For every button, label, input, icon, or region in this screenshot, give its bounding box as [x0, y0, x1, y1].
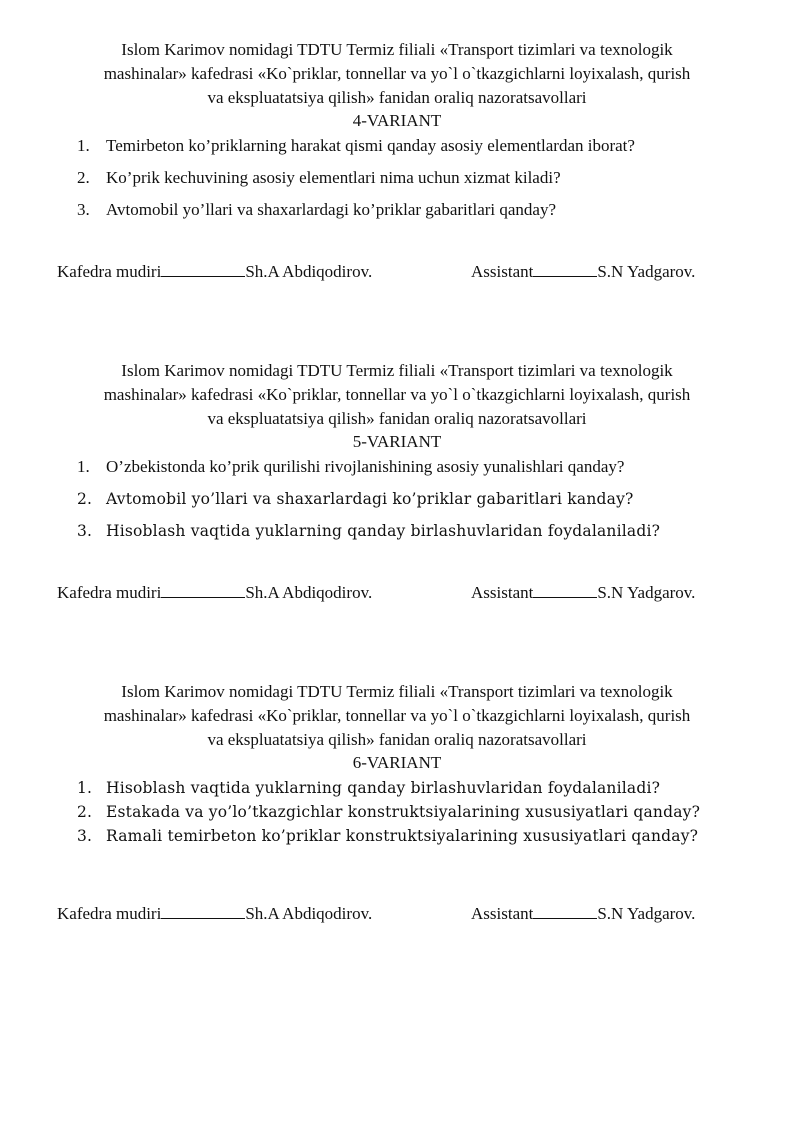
question-text: Ramali temirbeton ko’priklar konstruktsiyalarining xususiyatlari qanday? — [106, 827, 699, 845]
variant-block-5 — [57, 359, 737, 602]
question-number: 2. — [77, 490, 93, 508]
variant-block-4 — [57, 38, 737, 281]
department-head-name: Sh.A Abdiqodirov. — [245, 904, 373, 923]
document-header — [57, 680, 737, 752]
header-line-1: Islom Karimov nomidagi TDTU Termiz filiali «Transport tizimlari va texnologik — [121, 361, 673, 380]
question-number: 2. — [77, 168, 90, 187]
question-item — [57, 167, 737, 189]
question-text: Hisoblash vaqtida yuklarning qanday birlashuvlaridan foydalaniladi? — [106, 522, 661, 540]
variant-block-6 — [57, 680, 737, 923]
department-head-label: Kafedra mudiri — [57, 262, 162, 281]
header-line-3: va ekspluatatsiya qilish» fanidan oraliq nazoratsavollari — [207, 409, 587, 428]
department-head-signature — [57, 903, 372, 925]
variant-title: 4-VARIANT — [352, 111, 442, 130]
question-list — [57, 777, 737, 847]
question-text: Avtomobil yo’llari va shaxarlardagi ko’priklar gabaritlari kanday? — [106, 490, 634, 508]
question-text: Avtomobil yo’llari va shaxarlardagi ko’priklar gabaritlari qanday? — [106, 200, 557, 219]
question-number: 1. — [77, 136, 90, 155]
question-list — [57, 456, 737, 542]
header-line-1: Islom Karimov nomidagi TDTU Termiz filiali «Transport tizimlari va texnologik — [121, 40, 673, 59]
signature-blank — [161, 904, 245, 919]
question-text: Ko’prik kechuvining asosiy elementlari nima uchun xizmat kiladi? — [106, 168, 561, 187]
question-list — [57, 135, 737, 221]
document-header — [57, 38, 737, 110]
question-number: 1. — [77, 457, 90, 476]
signature-blank — [533, 904, 597, 919]
question-item — [57, 456, 737, 478]
variant-title: 6-VARIANT — [352, 753, 442, 772]
header-line-3: va ekspluatatsiya qilish» fanidan oraliq nazoratsavollari — [207, 730, 587, 749]
question-number: 1. — [77, 779, 93, 797]
assistant-signature — [471, 903, 695, 925]
question-item — [57, 488, 737, 510]
assistant-name: S.N Yadgarov. — [597, 904, 696, 923]
header-line-2: mashinalar» kafedrasi «Ko`priklar, tonnellar va yo`l o`tkazgichlarni loyixalash, qurish — [103, 64, 691, 83]
question-item — [57, 825, 737, 847]
assistant-label: Assistant — [471, 583, 534, 602]
assistant-label: Assistant — [471, 904, 534, 923]
signature-blank — [161, 583, 245, 598]
department-head-label: Kafedra mudiri — [57, 583, 162, 602]
header-line-2: mashinalar» kafedrasi «Ko`priklar, tonnellar va yo`l o`tkazgichlarni loyixalash, qurish — [103, 385, 691, 404]
assistant-signature — [471, 582, 695, 604]
question-item — [57, 520, 737, 542]
signature-blank — [533, 262, 597, 277]
question-text: O’zbekistonda ko’prik qurilishi rivojlanishining asosiy yunalishlari qanday? — [106, 457, 625, 476]
header-line-2: mashinalar» kafedrasi «Ko`priklar, tonnellar va yo`l o`tkazgichlarni loyixalash, qurish — [103, 706, 691, 725]
header-line-1: Islom Karimov nomidagi TDTU Termiz filiali «Transport tizimlari va texnologik — [121, 682, 673, 701]
department-head-label: Kafedra mudiri — [57, 904, 162, 923]
question-number: 3. — [77, 522, 93, 540]
question-number: 3. — [77, 827, 93, 845]
question-text: Estakada va yo’lo’tkazgichlar konstruktsiyalarining xususiyatlari qanday? — [106, 803, 701, 821]
question-number: 2. — [77, 803, 93, 821]
question-item — [57, 199, 737, 221]
department-head-signature — [57, 261, 372, 283]
assistant-name: S.N Yadgarov. — [597, 262, 696, 281]
signature-blank — [161, 262, 245, 277]
department-head-signature — [57, 582, 372, 604]
document-header — [57, 359, 737, 431]
assistant-label: Assistant — [471, 262, 534, 281]
signature-blank — [533, 583, 597, 598]
question-item — [57, 135, 737, 157]
department-head-name: Sh.A Abdiqodirov. — [245, 583, 373, 602]
header-line-3: va ekspluatatsiya qilish» fanidan oraliq nazoratsavollari — [207, 88, 587, 107]
question-text: Hisoblash vaqtida yuklarning qanday birlashuvlaridan foydalaniladi? — [106, 779, 661, 797]
question-item — [57, 801, 737, 823]
variant-title: 5-VARIANT — [352, 432, 442, 451]
assistant-name: S.N Yadgarov. — [597, 583, 696, 602]
question-item — [57, 777, 737, 799]
question-number: 3. — [77, 200, 90, 219]
department-head-name: Sh.A Abdiqodirov. — [245, 262, 373, 281]
question-text: Temirbeton ko’priklarning harakat qismi qanday asosiy elementlardan iborat? — [106, 136, 635, 155]
assistant-signature — [471, 261, 695, 283]
